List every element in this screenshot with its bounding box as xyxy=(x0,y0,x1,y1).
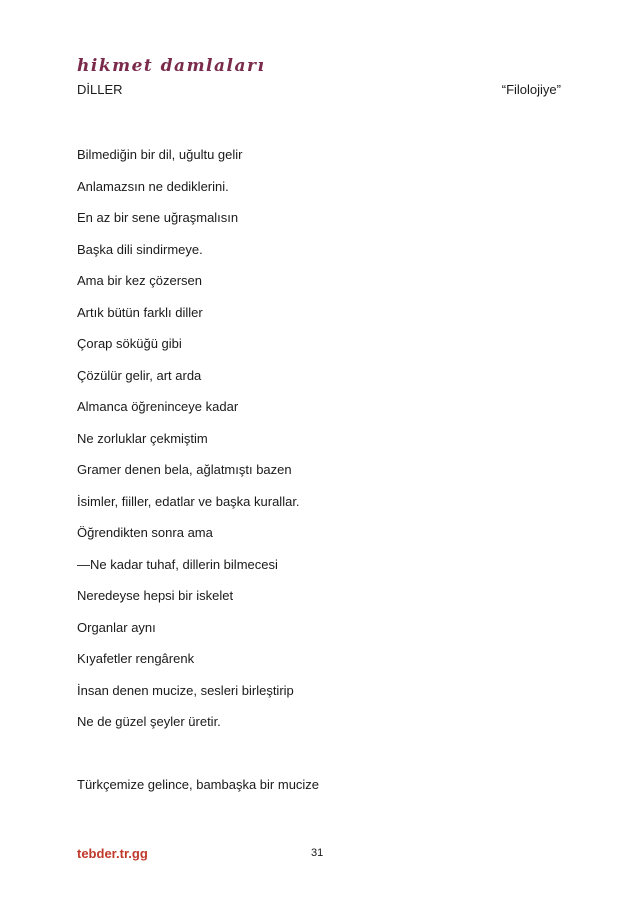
poem-line: En az bir sene uğraşmalısın xyxy=(77,210,239,225)
footer-site-link[interactable]: tebder.tr.gg xyxy=(77,846,148,861)
poem-line: Almanca öğreninceye kadar xyxy=(77,399,239,414)
poem-line: İnsan denen mucize, sesleri birleştirip xyxy=(77,682,294,698)
poem-line: Türkçemize gelince, bambaşka bir mucize xyxy=(77,777,320,792)
poem-line: Çözülür gelir, art arda xyxy=(77,367,202,383)
poem-line: Kıyafetler rengârenk xyxy=(77,651,195,666)
page-title: DİLLER xyxy=(77,82,123,97)
poem-line: İsimler, fiiller, edatlar ve başka kurallar. xyxy=(77,493,300,509)
poem-line: Bilmediğin bir dil, uğultu gelir xyxy=(77,147,243,162)
poem-line: Öğrendikten sonra ama xyxy=(77,525,213,540)
poem-line: Anlamazsın ne dediklerini. xyxy=(77,178,229,194)
poem-line: Başka dili sindirmeye. xyxy=(77,241,203,257)
poem-line: Gramer denen bela, ağlatmıştı bazen xyxy=(77,462,292,477)
poem-line: Çorap söküğü gibi xyxy=(77,336,182,351)
poem-line: Ama bir kez çözersen xyxy=(77,273,202,288)
poem xyxy=(77,147,319,809)
poem-line: Ne zorluklar çekmiştim xyxy=(77,430,208,446)
dedication: “Filolojiye” xyxy=(501,82,561,97)
page-number: 31 xyxy=(311,847,324,859)
poem-line: —Ne kadar tuhaf, dillerin bilmecesi xyxy=(77,556,278,572)
poem-line: Ne de güzel şeyler üretir. xyxy=(77,714,221,729)
poem-line: Neredeyse hepsi bir iskelet xyxy=(77,588,234,603)
brand-logo: hikmet damlaları xyxy=(77,56,266,76)
poem-line: Organlar aynı xyxy=(77,619,156,635)
poem-line: Artık bütün farklı diller xyxy=(77,304,203,320)
